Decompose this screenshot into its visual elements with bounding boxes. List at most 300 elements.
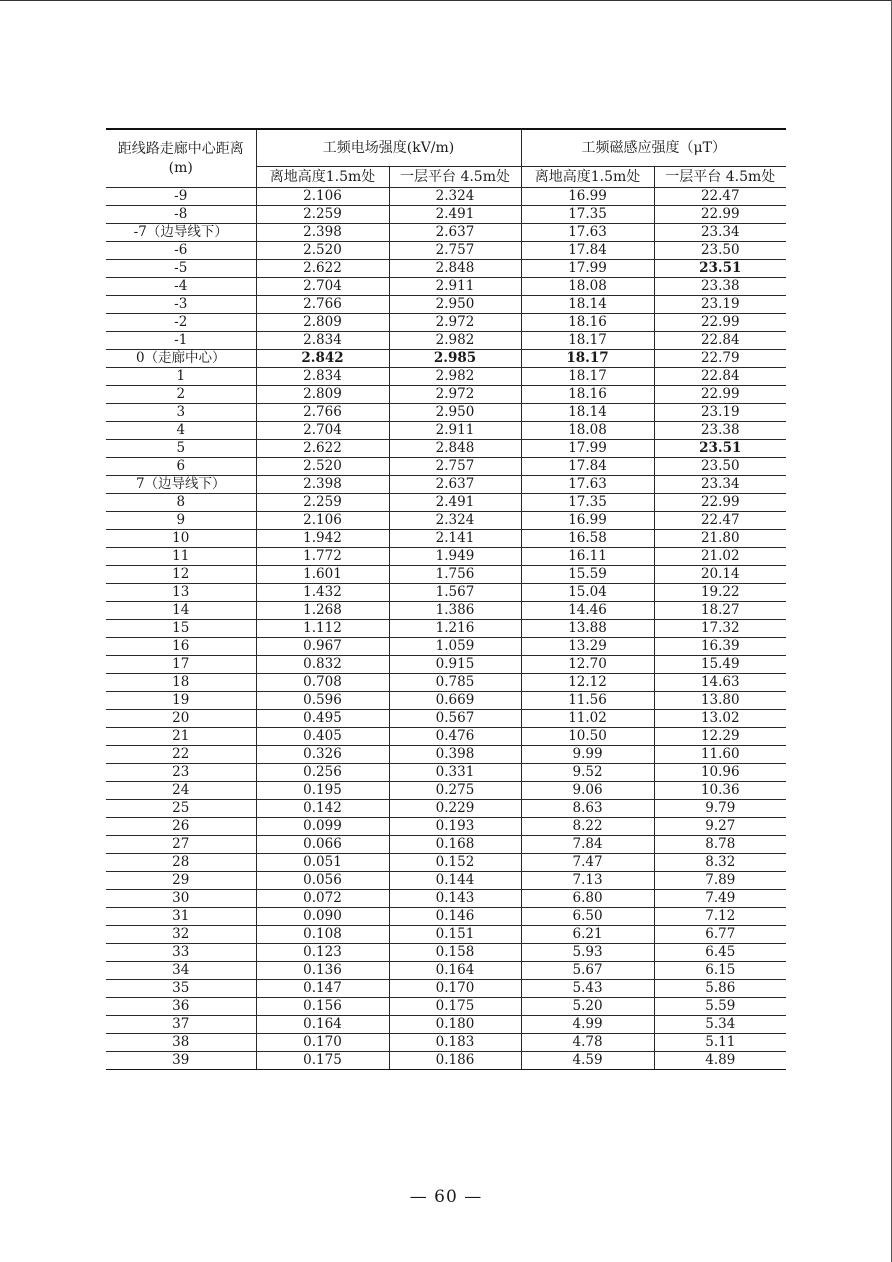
table-row [106,674,786,692]
e-field-1-5m-cell: 2.106 [256,188,389,206]
b-field-1-5m-cell: 17.63 [521,476,654,494]
b-field-1-5m-cell: 4.99 [521,1016,654,1034]
table-header-row [106,129,786,167]
e-field-1-5m-cell: 0.326 [256,746,389,764]
e-field-1-5m-cell: 2.842 [256,350,389,368]
e-field-1-5m-cell: 2.398 [256,224,389,242]
b-field-1-5m-cell: 11.02 [521,710,654,728]
table-row [106,944,786,962]
distance-cell: 19 [106,692,256,710]
b-field-1-5m-cell: 5.43 [521,980,654,998]
distance-cell: 26 [106,818,256,836]
b-field-4-5m-cell: 7.12 [654,908,786,926]
table-row [106,314,786,332]
distance-cell: 20 [106,710,256,728]
e-field-1-5m-cell: 1.268 [256,602,389,620]
table-row [106,746,786,764]
b-field-4-5m-cell: 13.80 [654,692,786,710]
distance-cell: 24 [106,782,256,800]
e-field-4-5m-cell: 2.637 [389,224,521,242]
e-field-1-5m-cell: 2.520 [256,458,389,476]
distance-column-header: 距线路走廊中心距离(m) [106,129,256,188]
distance-cell: -2 [106,314,256,332]
table-row [106,296,786,314]
distance-cell: 9 [106,512,256,530]
b-field-1-5m-cell: 5.67 [521,962,654,980]
table-row [106,980,786,998]
e-field-1-5m-cell: 0.123 [256,944,389,962]
b-field-1-5m-cell: 15.04 [521,584,654,602]
e-field-4-5m-cell: 0.669 [389,692,521,710]
e-field-4-5m-cell: 2.982 [389,368,521,386]
table-row [106,494,786,512]
distance-cell: 37 [106,1016,256,1034]
e-field-1-5m-cell: 0.175 [256,1052,389,1070]
b-field-1-5m-cell: 18.14 [521,296,654,314]
distance-cell: 1 [106,368,256,386]
e-field-4-5m-cell: 0.170 [389,980,521,998]
b-field-4-5m-cell: 22.99 [654,386,786,404]
table-body [106,188,786,1070]
e-field-1-5m-cell: 1.942 [256,530,389,548]
distance-cell: 16 [106,638,256,656]
b-field-4-5m-cell: 22.99 [654,206,786,224]
distance-cell: 38 [106,1034,256,1052]
distance-cell: 5 [106,440,256,458]
distance-cell: 32 [106,926,256,944]
e-field-1-5m-cell: 0.164 [256,1016,389,1034]
e-field-4-5m-cell: 2.757 [389,242,521,260]
table-row [106,224,786,242]
distance-cell: 17 [106,656,256,674]
e-field-1-5m-cell: 0.142 [256,800,389,818]
distance-cell: 27 [106,836,256,854]
e-field-1-5m-cell: 0.066 [256,836,389,854]
distance-cell: 13 [106,584,256,602]
b-field-1-5m-cell: 13.88 [521,620,654,638]
e-field-4-5m-cell: 0.152 [389,854,521,872]
distance-cell: 33 [106,944,256,962]
b-field-4-5m-cell: 23.51 [654,440,786,458]
table-row [106,800,786,818]
table-row [106,530,786,548]
b-field-1-5m-cell: 17.84 [521,458,654,476]
distance-cell: 15 [106,620,256,638]
b-field-4-5m-cell: 23.51 [654,260,786,278]
e-field-4-5m-cell: 2.972 [389,314,521,332]
b-field-4-5m-cell: 22.99 [654,314,786,332]
e-field-4-5m-cell: 1.216 [389,620,521,638]
b-field-1-5m-cell: 4.59 [521,1052,654,1070]
e-field-4-5m-cell: 1.949 [389,548,521,566]
b-field-1-5m-cell: 18.17 [521,350,654,368]
subheader-b-4-5m: 一层平台 4.5m处 [654,167,786,188]
b-field-1-5m-cell: 8.63 [521,800,654,818]
e-field-4-5m-cell: 2.982 [389,332,521,350]
distance-cell: -6 [106,242,256,260]
b-field-4-5m-cell: 6.15 [654,962,786,980]
table-row [106,836,786,854]
b-field-4-5m-cell: 23.34 [654,224,786,242]
e-field-4-5m-cell: 2.491 [389,206,521,224]
b-field-4-5m-cell: 23.19 [654,296,786,314]
b-field-1-5m-cell: 16.11 [521,548,654,566]
b-field-4-5m-cell: 18.27 [654,602,786,620]
b-field-4-5m-cell: 23.50 [654,242,786,260]
b-field-4-5m-cell: 19.22 [654,584,786,602]
b-field-1-5m-cell: 10.50 [521,728,654,746]
b-field-1-5m-cell: 17.99 [521,440,654,458]
table-row [106,422,786,440]
table-row [106,962,786,980]
e-field-1-5m-cell: 0.156 [256,998,389,1016]
b-field-1-5m-cell: 17.35 [521,206,654,224]
b-field-1-5m-cell: 7.47 [521,854,654,872]
e-field-4-5m-cell: 2.950 [389,296,521,314]
b-field-4-5m-cell: 14.63 [654,674,786,692]
e-field-1-5m-cell: 0.495 [256,710,389,728]
table-row [106,278,786,296]
e-field-1-5m-cell: 0.090 [256,908,389,926]
b-field-4-5m-cell: 20.14 [654,566,786,584]
distance-cell: 0（走廊中心） [106,350,256,368]
b-field-4-5m-cell: 9.27 [654,818,786,836]
b-field-1-5m-cell: 7.13 [521,872,654,890]
e-field-4-5m-cell: 0.143 [389,890,521,908]
e-field-4-5m-cell: 1.756 [389,566,521,584]
distance-cell: -7（边导线下） [106,224,256,242]
distance-cell: 8 [106,494,256,512]
table-row [106,332,786,350]
b-field-1-5m-cell: 16.58 [521,530,654,548]
b-field-4-5m-cell: 21.02 [654,548,786,566]
e-field-1-5m-cell: 2.106 [256,512,389,530]
table-row [106,476,786,494]
e-field-1-5m-cell: 1.601 [256,566,389,584]
table-row [106,404,786,422]
e-field-1-5m-cell: 2.834 [256,332,389,350]
e-field-1-5m-cell: 2.398 [256,476,389,494]
e-field-4-5m-cell: 2.491 [389,494,521,512]
e-field-4-5m-cell: 0.168 [389,836,521,854]
table-row [106,998,786,1016]
distance-cell: 7（边导线下） [106,476,256,494]
b-field-4-5m-cell: 7.49 [654,890,786,908]
table-row [106,620,786,638]
distance-cell: 6 [106,458,256,476]
distance-cell: 25 [106,800,256,818]
e-field-4-5m-cell: 0.186 [389,1052,521,1070]
e-field-1-5m-cell: 0.195 [256,782,389,800]
e-field-1-5m-cell: 2.834 [256,368,389,386]
e-field-4-5m-cell: 0.164 [389,962,521,980]
b-field-4-5m-cell: 5.86 [654,980,786,998]
table-row [106,764,786,782]
e-field-1-5m-cell: 2.520 [256,242,389,260]
e-field-1-5m-cell: 0.072 [256,890,389,908]
b-field-1-5m-cell: 5.20 [521,998,654,1016]
e-field-4-5m-cell: 0.146 [389,908,521,926]
field-strength-table [106,128,786,1070]
b-field-4-5m-cell: 23.38 [654,278,786,296]
table-row [106,1052,786,1070]
table-row [106,692,786,710]
b-field-1-5m-cell: 17.35 [521,494,654,512]
b-field-1-5m-cell: 18.17 [521,368,654,386]
distance-cell: -3 [106,296,256,314]
e-field-1-5m-cell: 0.967 [256,638,389,656]
distance-cell: 3 [106,404,256,422]
distance-cell: 2 [106,386,256,404]
e-field-4-5m-cell: 0.151 [389,926,521,944]
e-field-1-5m-cell: 1.432 [256,584,389,602]
table-row [106,368,786,386]
distance-cell: 31 [106,908,256,926]
e-field-4-5m-cell: 2.848 [389,260,521,278]
b-field-4-5m-cell: 21.80 [654,530,786,548]
table-row [106,548,786,566]
b-field-4-5m-cell: 12.29 [654,728,786,746]
distance-cell: 11 [106,548,256,566]
distance-cell: 4 [106,422,256,440]
e-field-4-5m-cell: 0.275 [389,782,521,800]
b-field-4-5m-cell: 5.59 [654,998,786,1016]
table-row [106,656,786,674]
e-field-4-5m-cell: 2.911 [389,422,521,440]
e-field-4-5m-cell: 1.059 [389,638,521,656]
b-field-4-5m-cell: 22.47 [654,512,786,530]
table-row [106,602,786,620]
b-field-4-5m-cell: 5.11 [654,1034,786,1052]
b-field-4-5m-cell: 23.50 [654,458,786,476]
b-field-4-5m-cell: 10.96 [654,764,786,782]
b-field-4-5m-cell: 22.84 [654,368,786,386]
table-row [106,1016,786,1034]
b-field-1-5m-cell: 18.16 [521,386,654,404]
b-field-4-5m-cell: 17.32 [654,620,786,638]
b-field-1-5m-cell: 12.12 [521,674,654,692]
page-number: — 60 — [409,1187,483,1207]
table-row [106,926,786,944]
e-field-1-5m-cell: 1.772 [256,548,389,566]
e-field-1-5m-cell: 0.405 [256,728,389,746]
distance-cell: 18 [106,674,256,692]
e-field-4-5m-cell: 2.637 [389,476,521,494]
e-field-4-5m-cell: 0.398 [389,746,521,764]
b-field-1-5m-cell: 16.99 [521,188,654,206]
b-field-4-5m-cell: 22.99 [654,494,786,512]
b-field-1-5m-cell: 8.22 [521,818,654,836]
e-field-1-5m-cell: 0.256 [256,764,389,782]
e-field-1-5m-cell: 0.708 [256,674,389,692]
e-field-4-5m-cell: 0.229 [389,800,521,818]
b-field-1-5m-cell: 13.29 [521,638,654,656]
b-field-1-5m-cell: 4.78 [521,1034,654,1052]
b-field-4-5m-cell: 10.36 [654,782,786,800]
table-row [106,584,786,602]
b-field-1-5m-cell: 11.56 [521,692,654,710]
table-row [106,242,786,260]
b-field-4-5m-cell: 16.39 [654,638,786,656]
e-field-1-5m-cell: 0.056 [256,872,389,890]
table-row [106,872,786,890]
e-field-1-5m-cell: 0.147 [256,980,389,998]
table-row [106,386,786,404]
distance-cell: 28 [106,854,256,872]
e-field-1-5m-cell: 2.766 [256,296,389,314]
distance-cell: 34 [106,962,256,980]
e-field-4-5m-cell: 2.985 [389,350,521,368]
top-border-line [0,0,892,1]
table-row [106,440,786,458]
table-row [106,728,786,746]
distance-cell: 10 [106,530,256,548]
e-field-4-5m-cell: 0.785 [389,674,521,692]
b-field-1-5m-cell: 7.84 [521,836,654,854]
distance-cell: -8 [106,206,256,224]
b-field-4-5m-cell: 6.77 [654,926,786,944]
b-field-4-5m-cell: 22.79 [654,350,786,368]
table-row [106,818,786,836]
b-field-4-5m-cell: 6.45 [654,944,786,962]
e-field-1-5m-cell: 0.108 [256,926,389,944]
e-field-1-5m-cell: 2.259 [256,206,389,224]
table-row [106,458,786,476]
distance-cell: 30 [106,890,256,908]
distance-cell: 22 [106,746,256,764]
b-field-4-5m-cell: 8.32 [654,854,786,872]
e-field-1-5m-cell: 2.704 [256,278,389,296]
b-field-4-5m-cell: 23.19 [654,404,786,422]
b-field-1-5m-cell: 9.06 [521,782,654,800]
e-field-4-5m-cell: 0.193 [389,818,521,836]
b-field-4-5m-cell: 11.60 [654,746,786,764]
b-field-1-5m-cell: 17.63 [521,224,654,242]
table-row [106,566,786,584]
distance-cell: 39 [106,1052,256,1070]
e-field-1-5m-cell: 0.051 [256,854,389,872]
distance-cell: 29 [106,872,256,890]
e-field-1-5m-cell: 2.622 [256,260,389,278]
distance-cell: 36 [106,998,256,1016]
distance-cell: 14 [106,602,256,620]
distance-cell: -1 [106,332,256,350]
b-field-4-5m-cell: 23.34 [654,476,786,494]
e-field-1-5m-cell: 0.136 [256,962,389,980]
b-field-1-5m-cell: 6.50 [521,908,654,926]
b-field-1-5m-cell: 18.14 [521,404,654,422]
subheader-b-1-5m: 离地高度1.5m处 [521,167,654,188]
e-field-4-5m-cell: 1.567 [389,584,521,602]
e-field-4-5m-cell: 0.915 [389,656,521,674]
e-field-1-5m-cell: 0.099 [256,818,389,836]
e-field-4-5m-cell: 2.757 [389,458,521,476]
e-field-1-5m-cell: 2.259 [256,494,389,512]
b-field-1-5m-cell: 15.59 [521,566,654,584]
e-field-4-5m-cell: 0.331 [389,764,521,782]
e-field-4-5m-cell: 2.324 [389,512,521,530]
e-field-4-5m-cell: 2.911 [389,278,521,296]
b-field-1-5m-cell: 14.46 [521,602,654,620]
e-field-4-5m-cell: 2.324 [389,188,521,206]
e-field-4-5m-cell: 2.950 [389,404,521,422]
e-field-4-5m-cell: 0.144 [389,872,521,890]
e-field-1-5m-cell: 0.596 [256,692,389,710]
table-row [106,188,786,206]
distance-cell: 35 [106,980,256,998]
e-field-1-5m-cell: 2.622 [256,440,389,458]
b-field-1-5m-cell: 18.16 [521,314,654,332]
b-field-1-5m-cell: 9.52 [521,764,654,782]
e-field-1-5m-cell: 2.766 [256,404,389,422]
e-field-4-5m-cell: 0.175 [389,998,521,1016]
e-field-4-5m-cell: 2.848 [389,440,521,458]
electric-field-group-header: 工频电场强度(kV/m) [256,129,521,167]
b-field-4-5m-cell: 8.78 [654,836,786,854]
e-field-1-5m-cell: 2.809 [256,386,389,404]
b-field-1-5m-cell: 5.93 [521,944,654,962]
b-field-1-5m-cell: 18.08 [521,278,654,296]
e-field-4-5m-cell: 0.183 [389,1034,521,1052]
table-row [106,350,786,368]
b-field-1-5m-cell: 17.84 [521,242,654,260]
b-field-1-5m-cell: 16.99 [521,512,654,530]
e-field-1-5m-cell: 2.809 [256,314,389,332]
table-row [106,710,786,728]
b-field-4-5m-cell: 5.34 [654,1016,786,1034]
table-row [106,638,786,656]
b-field-4-5m-cell: 7.89 [654,872,786,890]
distance-cell: 12 [106,566,256,584]
distance-cell: -5 [106,260,256,278]
magnetic-induction-group-header: 工频磁感应强度（μT） [521,129,786,167]
table-row [106,1034,786,1052]
e-field-4-5m-cell: 0.476 [389,728,521,746]
b-field-4-5m-cell: 15.49 [654,656,786,674]
b-field-4-5m-cell: 4.89 [654,1052,786,1070]
b-field-1-5m-cell: 17.99 [521,260,654,278]
distance-cell: -9 [106,188,256,206]
table-row [106,512,786,530]
table-row [106,908,786,926]
e-field-4-5m-cell: 2.972 [389,386,521,404]
table-row [106,782,786,800]
e-field-4-5m-cell: 0.567 [389,710,521,728]
b-field-4-5m-cell: 9.79 [654,800,786,818]
b-field-1-5m-cell: 12.70 [521,656,654,674]
b-field-4-5m-cell: 22.84 [654,332,786,350]
subheader-e-4-5m: 一层平台 4.5m处 [389,167,521,188]
b-field-4-5m-cell: 23.38 [654,422,786,440]
e-field-4-5m-cell: 0.180 [389,1016,521,1034]
table-row [106,260,786,278]
subheader-e-1-5m: 离地高度1.5m处 [256,167,389,188]
e-field-1-5m-cell: 0.832 [256,656,389,674]
e-field-1-5m-cell: 1.112 [256,620,389,638]
b-field-4-5m-cell: 22.47 [654,188,786,206]
e-field-4-5m-cell: 2.141 [389,530,521,548]
b-field-1-5m-cell: 6.21 [521,926,654,944]
b-field-1-5m-cell: 6.80 [521,890,654,908]
b-field-1-5m-cell: 18.08 [521,422,654,440]
e-field-1-5m-cell: 2.704 [256,422,389,440]
b-field-1-5m-cell: 9.99 [521,746,654,764]
b-field-1-5m-cell: 18.17 [521,332,654,350]
e-field-1-5m-cell: 0.170 [256,1034,389,1052]
e-field-4-5m-cell: 0.158 [389,944,521,962]
distance-cell: 23 [106,764,256,782]
table-row [106,890,786,908]
